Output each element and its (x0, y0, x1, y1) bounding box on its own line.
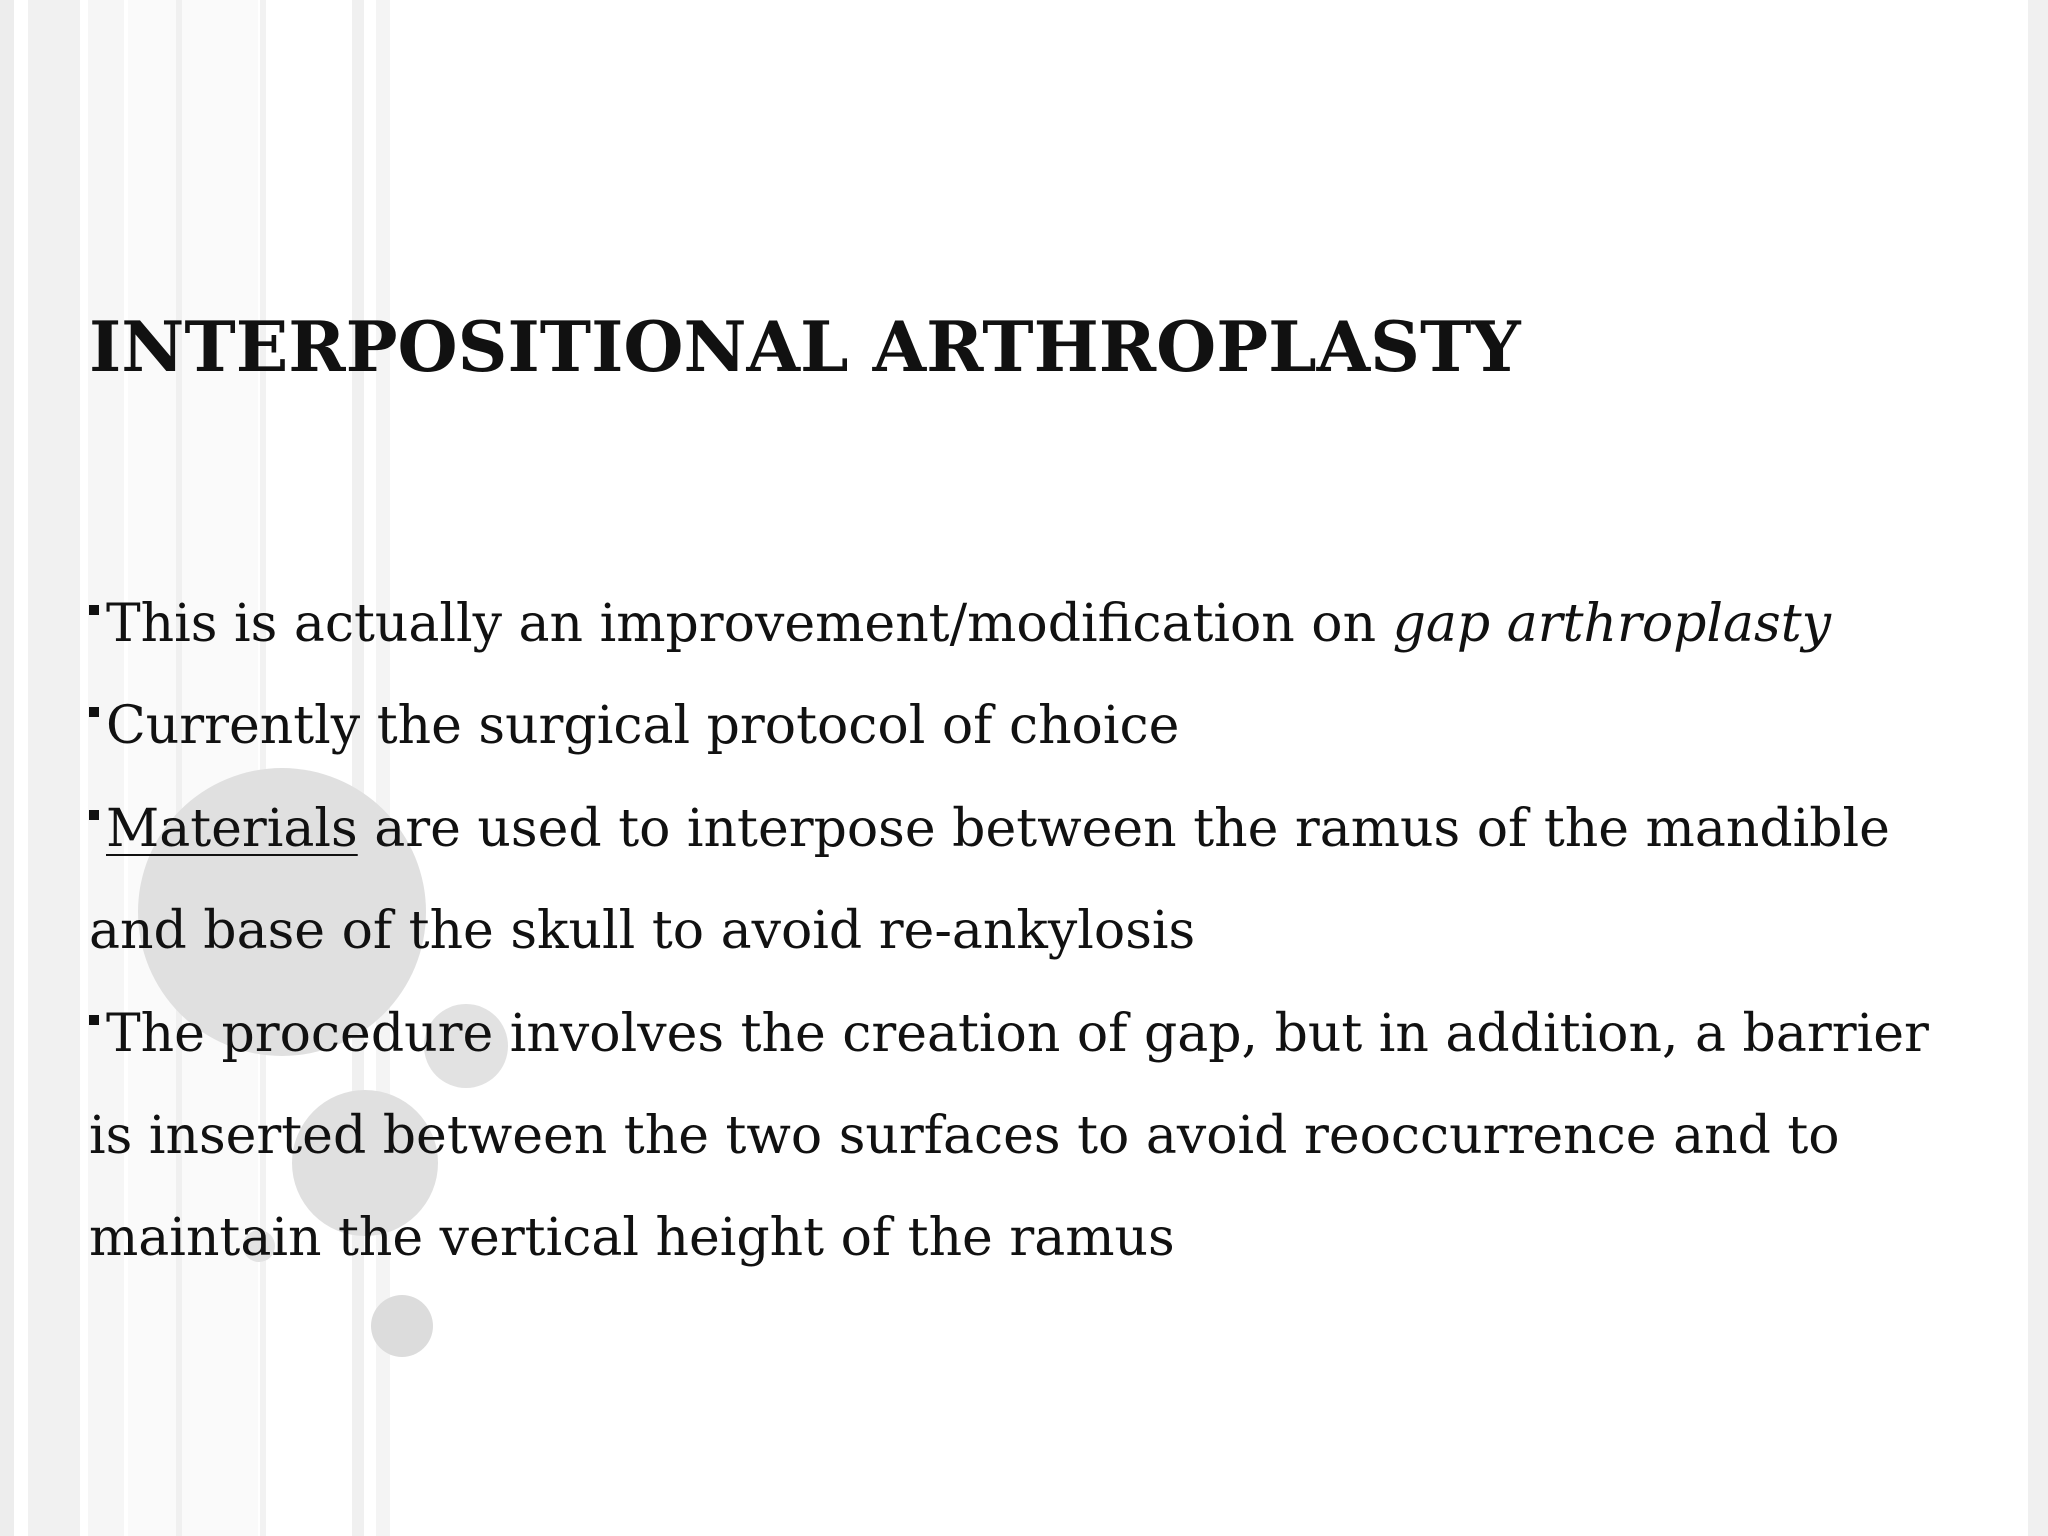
square-bullet-icon (89, 605, 99, 615)
bullet-underlined-text: Materials (106, 798, 358, 859)
decor-stripe (2028, 0, 2048, 1536)
bullet-text: are used to interpose between the ramus of the mandible and base of the skull to avoid re-ankylosis (89, 798, 1890, 962)
square-bullet-icon (89, 707, 99, 717)
square-bullet-icon (89, 1015, 99, 1025)
slide-title: INTERPOSITIONAL ARTHROPLASTY (89, 307, 1521, 388)
bullet-italic-text: gap arthroplasty (1392, 594, 1832, 654)
decor-circle (371, 1295, 433, 1357)
bullet-list (89, 573, 1969, 1290)
bullet-text: The procedure involves the creation of gap, but in addition, a barrier is inserted between the two surfaces to avoid reoccurrence and to maintain the vertical height of the ramus (89, 1003, 1929, 1269)
decor-stripe (28, 0, 80, 1536)
bullet-item (89, 983, 1969, 1290)
bullet-text: Currently the surgical protocol of choice (106, 696, 1180, 757)
square-bullet-icon (89, 810, 99, 820)
bullet-item (89, 778, 1969, 983)
bullet-item (89, 675, 1969, 777)
bullet-text: This is actually an improvement/modification on (106, 594, 1393, 654)
decor-stripe (0, 0, 14, 1536)
bullet-item (89, 573, 1969, 675)
